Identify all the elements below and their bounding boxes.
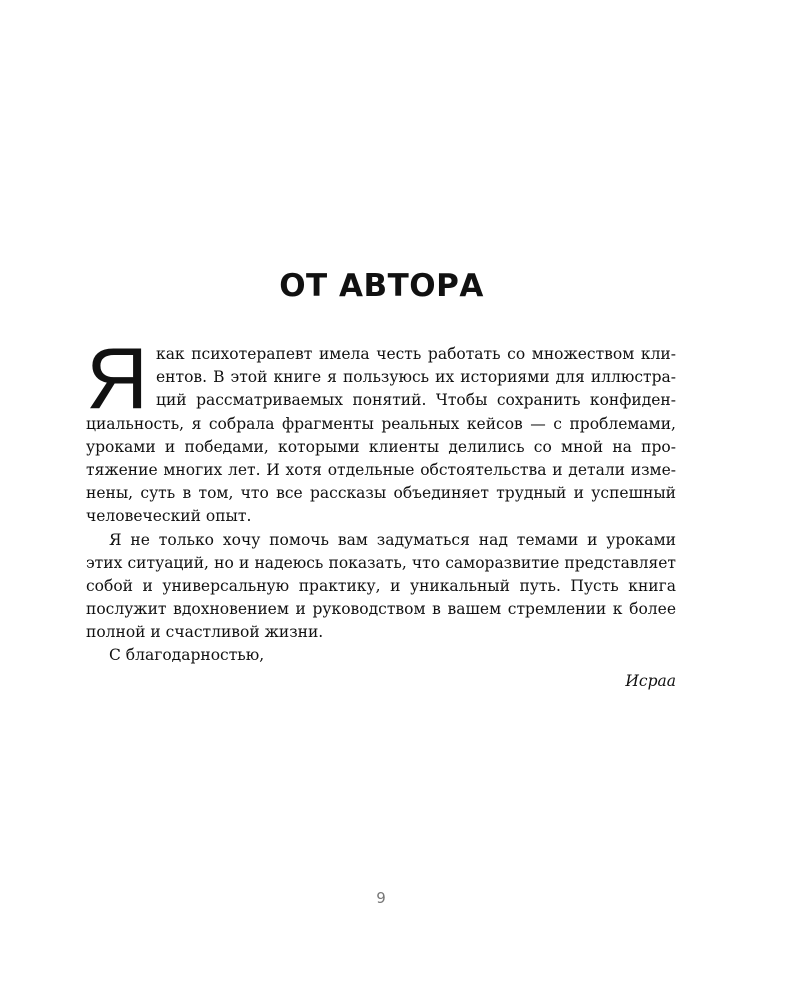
text-line: Я не только хочу помочь вам задуматься над темами и уроками <box>109 530 676 549</box>
text-line: нены, суть в том, что все рассказы объединяет трудный и успешный <box>86 484 676 503</box>
author-signature: Исраа <box>625 672 676 690</box>
text-line: человеческий опыт. <box>86 507 252 526</box>
text-line: уроками и победами, которыми клиенты делились со мной на про- <box>86 437 676 456</box>
text-line: этих ситуаций, но и надеюсь показать, что саморазвитие представляет <box>86 553 676 572</box>
text-line: циальность, я собрала фрагменты реальных кейсов — с проблемами, <box>86 414 676 433</box>
text-line: ентов. В этой книге я пользуюсь их историями для иллюстра- <box>156 368 676 387</box>
drop-cap-letter: Я <box>86 331 149 427</box>
page-number: 9 <box>376 889 386 907</box>
text-line: С благодарностью, <box>109 646 265 665</box>
text-line: тяжение многих лет. И хотя отдельные обстоятельства и детали изме- <box>86 460 676 479</box>
chapter-title: ОТ АВТОРА <box>279 268 484 304</box>
text-line: послужит вдохновением и руководством в вашем стремлении к более <box>86 600 676 619</box>
text-line: полной и счастливой жизни. <box>86 623 324 642</box>
body-text <box>86 343 676 668</box>
text-line: ций рассматриваемых понятий. Чтобы сохранить конфиден- <box>156 391 676 410</box>
text-line: как психотерапевт имела честь работать со множеством кли- <box>156 345 676 363</box>
text-line: собой и универсальную практику, и уникальный путь. Пусть книга <box>86 576 676 595</box>
